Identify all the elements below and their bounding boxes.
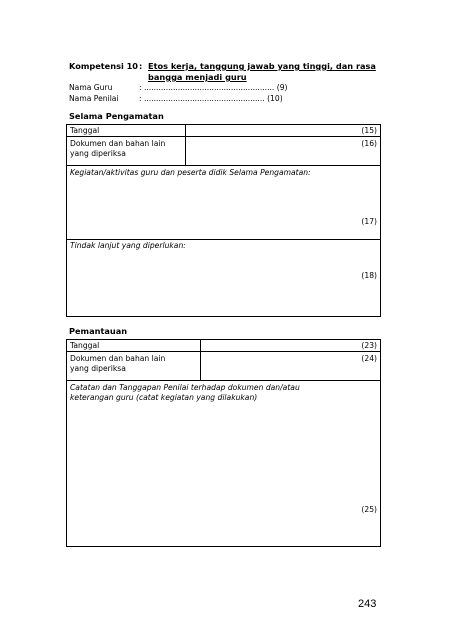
kompetensi-title-line2: bangga menjadi guru <box>148 72 247 82</box>
observation-table <box>66 124 381 317</box>
obs-tindak-num: (18) <box>361 271 377 280</box>
obs-kegiatan-num: (17) <box>361 217 377 226</box>
mon-tanggal-num: (23) <box>361 341 377 350</box>
obs-tanggal-num: (15) <box>361 126 377 135</box>
mon-catatan-label-line1: Catatan dan Tanggapan Penilai terhadap dokumen dan/atau <box>70 383 300 392</box>
obs-tanggal-label: Tanggal <box>70 126 100 135</box>
nama-guru-value: : ...................................................... (9) <box>139 83 288 92</box>
mon-catatan-label-line2: keterangan guru (catat kegiatan yang dilakukan) <box>70 393 258 402</box>
obs-dokumen-num: (16) <box>361 139 377 148</box>
page-number: 243 <box>358 598 377 610</box>
nama-guru-label: Nama Guru <box>69 83 113 92</box>
mon-dokumen-label-line1: Dokumen dan bahan lain <box>70 354 166 363</box>
obs-tindak-label: Tindak lanjut yang diperlukan: <box>70 241 186 250</box>
mon-tanggal-label: Tanggal <box>70 341 100 350</box>
mon-dokumen-label-line2: yang diperiksa <box>70 364 126 373</box>
observation-heading: Selama Pengamatan <box>69 111 164 121</box>
monitoring-table <box>66 339 381 547</box>
nama-penilai-label: Nama Penilai <box>69 94 119 103</box>
kompetensi-colon: : <box>139 61 143 71</box>
obs-dokumen-label-line1: Dokumen dan bahan lain <box>70 139 166 148</box>
kompetensi-label: Kompetensi 10 <box>69 61 138 71</box>
obs-dokumen-label-line2: yang diperiksa <box>70 149 126 158</box>
nama-penilai-value: : .................................................. (10) <box>139 94 283 103</box>
mon-dokumen-num: (24) <box>361 354 377 363</box>
mon-catatan-num: (25) <box>361 505 377 514</box>
monitoring-heading: Pemantauan <box>69 326 128 336</box>
kompetensi-title-line1: Etos kerja, tanggung jawab yang tinggi, dan rasa <box>148 61 376 71</box>
obs-kegiatan-label: Kegiatan/aktivitas guru dan peserta didik Selama Pengamatan: <box>70 168 311 177</box>
